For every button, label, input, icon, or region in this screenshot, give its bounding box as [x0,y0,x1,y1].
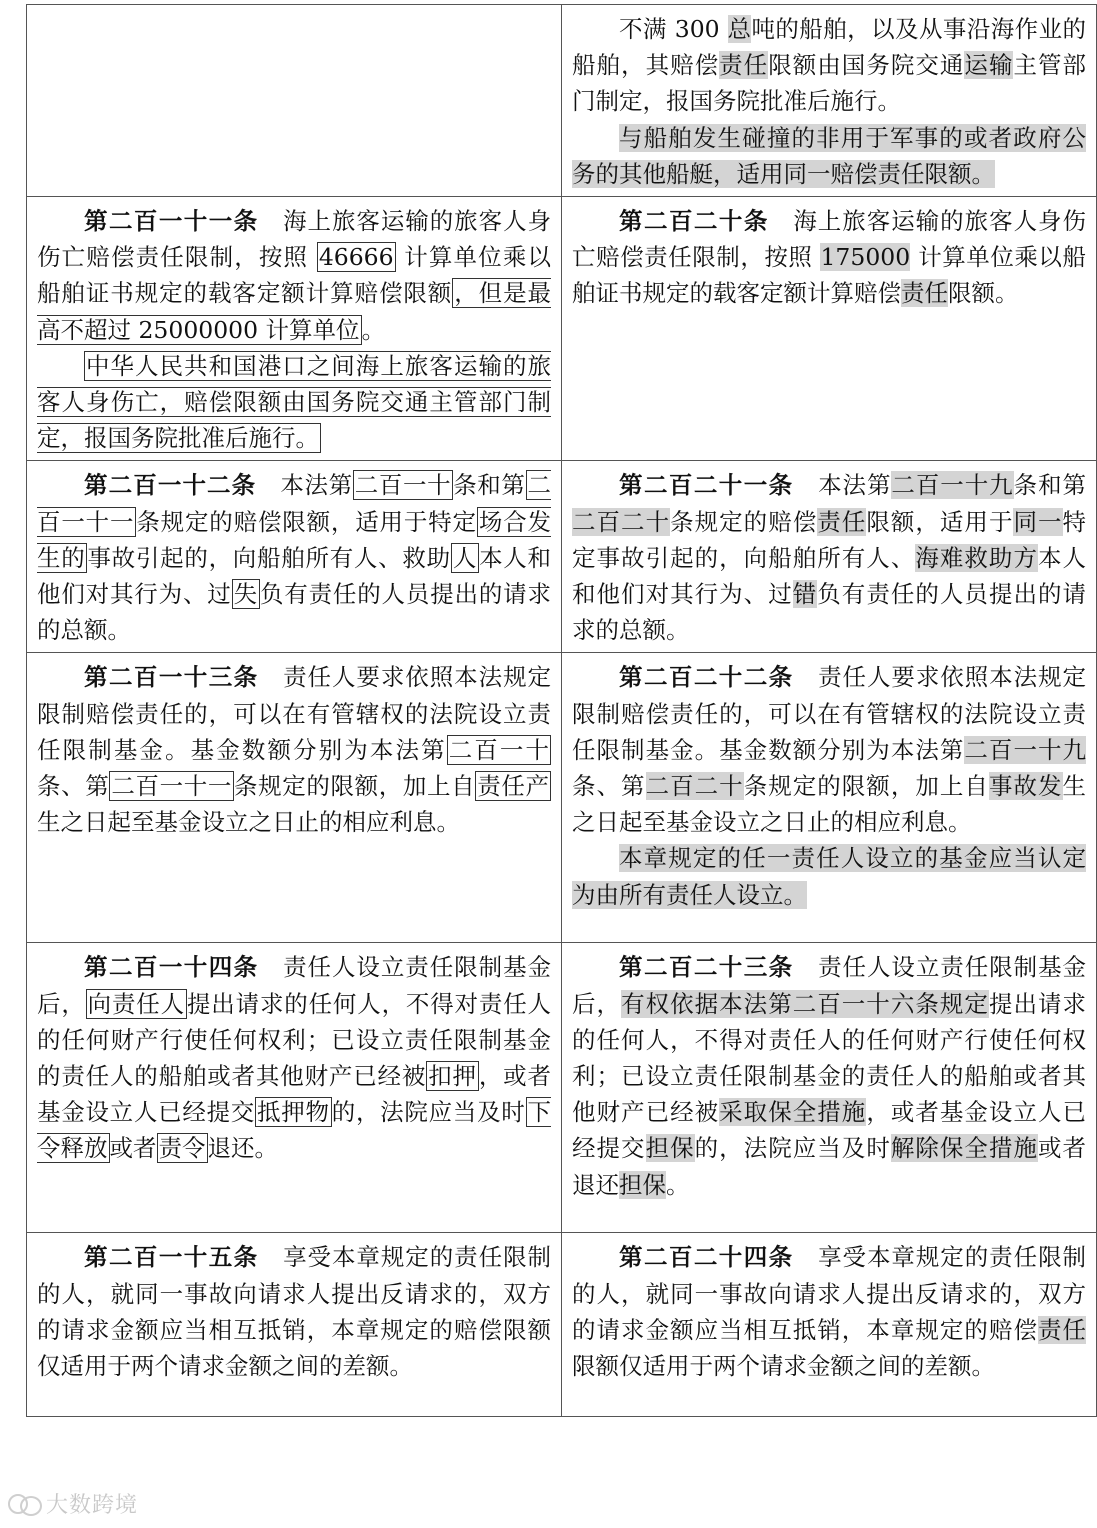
highlighted-change: 与船舶发生碰撞的非用于军事的或者政府公务的其他船艇，适用同一赔偿责任限额。 [572,123,1086,188]
highlighted-change: 二百二十 [645,772,744,801]
article-number: 第二百一十二条 [84,471,257,500]
boxed-deletion: ，但是最高不超过 25000000 计算单位 [37,279,552,344]
article-text: 条、第 [572,772,646,801]
boxed-deletion: 场合发生的 [37,507,552,572]
old-law-cell [27,461,562,653]
article-text: 主管部门制定，报国务院批准后施行。 [572,51,1087,116]
article-number: 第二百一十四条 [84,953,259,982]
highlighted-change: 错 [792,580,818,609]
article-row [27,197,1097,461]
article-row [27,1233,1097,1417]
highlighted-change: 事故发 [988,772,1063,801]
comparison-table-body [27,5,1097,1417]
article-text: 限额。 [948,279,1019,308]
article-number: 第二百一十三条 [84,663,259,692]
article-number: 第二百二十一条 [619,471,794,500]
article-text: 责任人设立责任限制基金后， [572,953,1087,1018]
article-paragraph [572,1239,1086,1384]
article-paragraph [37,1239,551,1384]
highlighted-change: 解除保全措施 [890,1134,1038,1163]
article-text: 本法第 [279,471,353,500]
old-law-cell [27,1233,562,1417]
article-text: 海上旅客运输的旅客人身伤亡赔偿责任限制，按照 [572,207,1087,272]
old-law-cell [27,653,562,943]
article-text: 条和第 [1013,471,1087,500]
article-number: 第二百二十条 [619,207,769,236]
article-text: 特定事故引起的，向船舶所有人、 [572,507,1087,572]
article-paragraph [572,840,1086,912]
article-text: 提出请求的任何人，不得对责任人的任何财产行使任何权利；已设立责任限制基金的责任人的船舶或者其他财产已经被 [572,989,1087,1127]
watermark [8,1488,138,1519]
highlighted-change: 同一 [1013,507,1063,536]
article-text: 条规定的限额，加上自 [234,772,476,801]
highlighted-change: 责任 [817,507,867,536]
article-text: 责任人要求依照本法规定限制赔偿责任的，可以在有管辖权的法院设立责任限制基金。基金数额分别为本法第 [572,663,1087,764]
law-comparison-table [26,4,1097,1417]
article-paragraph [37,203,551,348]
boxed-deletion: 人 [452,543,478,572]
boxed-deletion: 二百一十 [448,735,550,764]
highlighted-change: 海难救助方 [915,543,1038,572]
article-text: 本人和他们对其行为、过 [37,543,552,609]
article-text: 限额仅适用于两个请求金额之间的差额。 [572,1352,995,1381]
old-law-cell [27,5,562,197]
article-paragraph [572,203,1086,312]
boxed-deletion: 二百一十一 [111,772,232,801]
new-law-cell [562,943,1097,1233]
article-text: 吨的船舶，以及从事沿海作业的船舶，其赔偿 [572,15,1087,80]
article-paragraph [37,467,551,648]
highlighted-change: 二百二十 [572,507,671,536]
article-text: 或者退还 [572,1134,1087,1199]
highlighted-change: 责任 [1037,1315,1087,1344]
article-row [27,461,1097,653]
article-text: 负有责任的人员提出的请求的总额。 [572,580,1087,645]
article-text: 条规定的赔偿 [670,507,818,536]
article-text: 计算单位乘以船舶证书规定的载客定额计算赔偿 [572,243,1086,308]
boxed-deletion: 二百一十一 [37,471,552,536]
article-number: 第二百二十二条 [619,663,794,692]
article-number: 第二百一十五条 [84,1243,259,1272]
highlighted-change: 有权依据本法第二百一十六条规定 [621,989,989,1018]
article-text: 条和第 [453,471,526,500]
article-text: 事故引起的，向船舶所有人、救助 [87,543,451,572]
old-law-cell [27,943,562,1233]
article-text: 条规定的赔偿限额，适用于特定 [136,507,477,536]
boxed-deletion: 责令 [158,1134,206,1163]
new-law-cell [562,1233,1097,1417]
article-text: ，或者基金设立人已经提交 [572,1098,1087,1163]
new-law-cell [562,5,1097,197]
highlighted-change: 本章规定的任一责任人设立的基金应当认定为由所有责任人设立。 [572,844,1086,909]
article-row [27,943,1097,1233]
boxed-deletion: 失 [233,580,258,609]
boxed-deletion: 下令释放 [37,1098,552,1163]
highlighted-change: 采取保全措施 [719,1098,867,1127]
new-law-cell [562,197,1097,461]
article-paragraph [572,11,1086,120]
article-text: 计算单位乘以船舶证书规定的载客定额计算赔偿限额 [37,243,551,308]
article-text: 的，法院应当及时 [331,1098,526,1127]
old-law-cell [27,197,562,461]
article-text: 海上旅客运输的旅客人身伤亡赔偿责任限制，按照 [37,207,552,272]
highlighted-change: 担保 [619,1170,666,1199]
article-text: 限额由国务院交通 [768,51,965,80]
highlighted-change: 175000 [820,243,911,272]
article-text: 享受本章规定的责任限制的人，就同一事故向请求人提出反请求的，双方的请求金额应当相互抵销，本章规定的赔偿限额仅适用于两个请求金额之间的差额。 [37,1243,552,1381]
article-text: 不满 300 [619,15,728,43]
article-number: 第二百二十四条 [619,1243,794,1272]
highlighted-change: 责任 [901,279,948,308]
article-text: 条规定的限额，加上自 [743,772,989,801]
article-text: ，或者基金设立人已经提交 [37,1062,552,1127]
boxed-deletion: 扣押 [428,1062,477,1091]
article-paragraph [37,949,551,1166]
new-law-cell [562,461,1097,653]
article-paragraph [572,467,1086,648]
highlighted-change: 责任 [719,51,769,80]
article-paragraph [572,120,1086,192]
highlighted-change: 运输 [964,51,1014,80]
article-paragraph [37,659,551,840]
article-text: 。 [666,1170,690,1199]
article-text: 负有责任的人员提出的请求的总额。 [37,580,552,645]
boxed-deletion: 向责任人 [87,989,185,1018]
highlighted-change: 总 [727,15,752,43]
article-text: 。 [361,315,386,344]
article-text: 生之日起至基金设立之日止的相应利息。 [572,772,1087,837]
article-text: 的，法院应当及时 [694,1134,891,1163]
article-text: 提出请求的任何人，不得对责任人的任何财产行使任何权利；已设立责任限制基金的责任人的船舶或者其他财产已经被 [37,989,552,1091]
article-paragraph [572,949,1086,1202]
article-paragraph [37,348,551,457]
article-row [27,653,1097,943]
highlighted-change: 担保 [645,1134,695,1163]
article-paragraph [572,659,1086,840]
article-text: 享受本章规定的责任限制的人，就同一事故向请求人提出反请求的，双方的请求金额应当相互抵销，本章规定的赔偿 [572,1243,1087,1344]
article-text: 责任人要求依照本法规定限制赔偿责任的，可以在有管辖权的法院设立责任限制基金。基金数额分别为本法第 [37,663,552,764]
new-law-cell [562,653,1097,943]
boxed-deletion: 责任产 [477,772,549,801]
article-text: 本人和他们对其行为、过 [572,543,1087,609]
highlighted-change: 二百一十九 [964,735,1087,764]
article-row [27,5,1097,197]
boxed-deletion: 中华人民共和国港口之间海上旅客运输的旅客人身伤亡，赔偿限额由国务院交通主管部门制定，报国务院批准后施行。 [37,351,551,453]
boxed-deletion: 二百一十 [354,471,452,500]
boxed-deletion: 抵押物 [257,1098,330,1127]
article-text: 责任人设立责任限制基金后， [37,953,552,1018]
article-number: 第二百一十一条 [84,207,259,236]
article-text: 限额，适用于 [866,507,1014,536]
highlighted-change: 二百一十九 [891,471,1014,500]
article-text: 退还。 [207,1134,278,1163]
watermark-text: 大数跨境 [46,1493,139,1518]
article-text: 生之日起至基金设立之日止的相应利息。 [37,808,460,837]
boxed-deletion: 46666 [318,243,394,272]
watermark-logo-icon [8,1491,42,1517]
article-text: 条、第 [37,772,110,801]
article-text: 本法第 [817,471,892,500]
article-number: 第二百二十三条 [619,953,794,982]
article-text: 或者 [109,1134,157,1163]
